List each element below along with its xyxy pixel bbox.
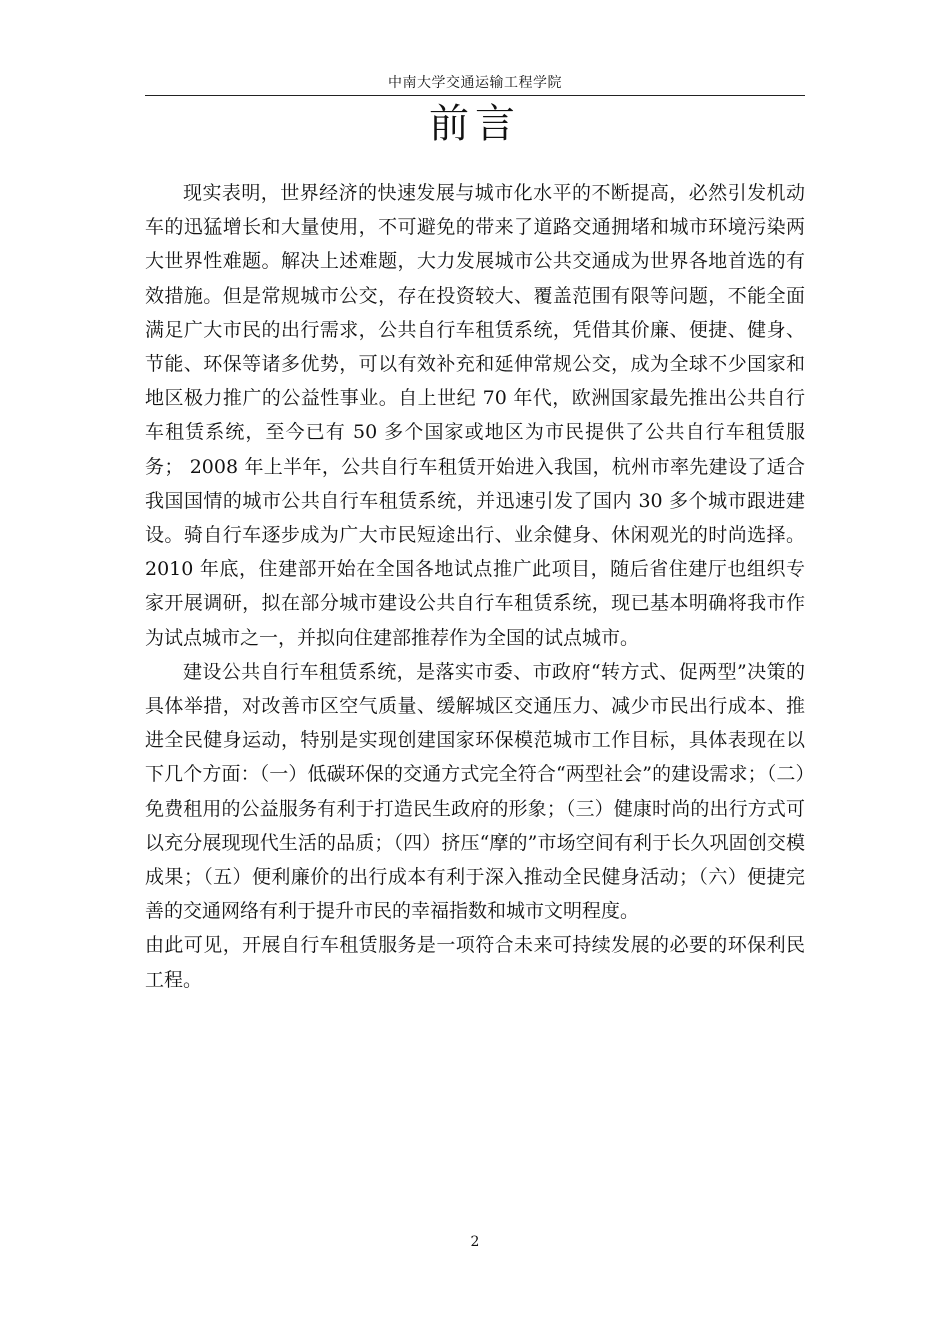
page-number: 2 bbox=[470, 1234, 480, 1250]
page-title: 前言 bbox=[429, 101, 521, 147]
paragraph-significance: 建设公共自行车租赁系统，是落实市委、市政府“转方式、促两型”决策的具体举措，对改善市区空气质量、缓解城区交通压力、减少市民出行成本、推进全民健身运动，特别是实现创建国家环保模范城市工作目标，具体表现在以下几个方面：（一）低碳环保的交通方式完全符合“两型社会”的建设需求；（二）免费租用的公益服务有利于打造民生政府的形象；（三）健康时尚的出行方式可以充分展现现代生活的品质；（四）挤压“摩的”市场空间有利于长久巩固创交模成果；（五）便利廉价的出行成本有利于深入推动全民健身活动；（六）便捷完善的交通网络有利于提升市民的幸福指数和城市文明程度。 bbox=[145, 660, 805, 923]
page-header: 中南大学交通运输工程学院 bbox=[388, 75, 562, 91]
paragraph-intro: 现实表明，世界经济的快速发展与城市化水平的不断提高，必然引发机动车的迅猛增长和大量使用，不可避免的带来了道路交通拥堵和城市环境污染两大世界性难题。解决上述难题，大力发展城市公共交通成为世界各地首选的有效措施。但是常规城市公交，存在投资较大、覆盖范围有限等问题，不能全面满足广大市民的出行需求，公共自行车租赁系统，凭借其价廉、便捷、健身、节能、环保等诸多优势，可以有效补充和延伸常规公交，成为全球不少国家和地区极力推广的公益性事业。自上世纪 70 年代，欧洲国家最先推出公共自行车租赁系统，至今已有 50 多个国家或地区为市民提供了公共自行车租赁服务； 2008 年上半年，公共自行车租赁开始进入我国，杭州市率先建设了适合我国国情的城市公共自行车租赁系统，并迅速引发了国内 30 多个城市跟进建设。骑自行车逐步成为广大市民短途出行、业余健身、休闲观光的时尚选择。2010 年底，住建部开始在全国各地试点推广此项目，随后省住建厅也组织专家开展调研，拟在部分城市建设公共自行车租赁系统，现已基本明确将我市作为试点城市之一，并拟向住建部推荐作为全国的试点城市。 bbox=[145, 182, 805, 649]
body-text bbox=[145, 176, 805, 997]
paragraph-conclusion: 由此可见，开展自行车租赁服务是一项符合未来可持续发展的必要的环保利民工程。 bbox=[145, 934, 805, 991]
